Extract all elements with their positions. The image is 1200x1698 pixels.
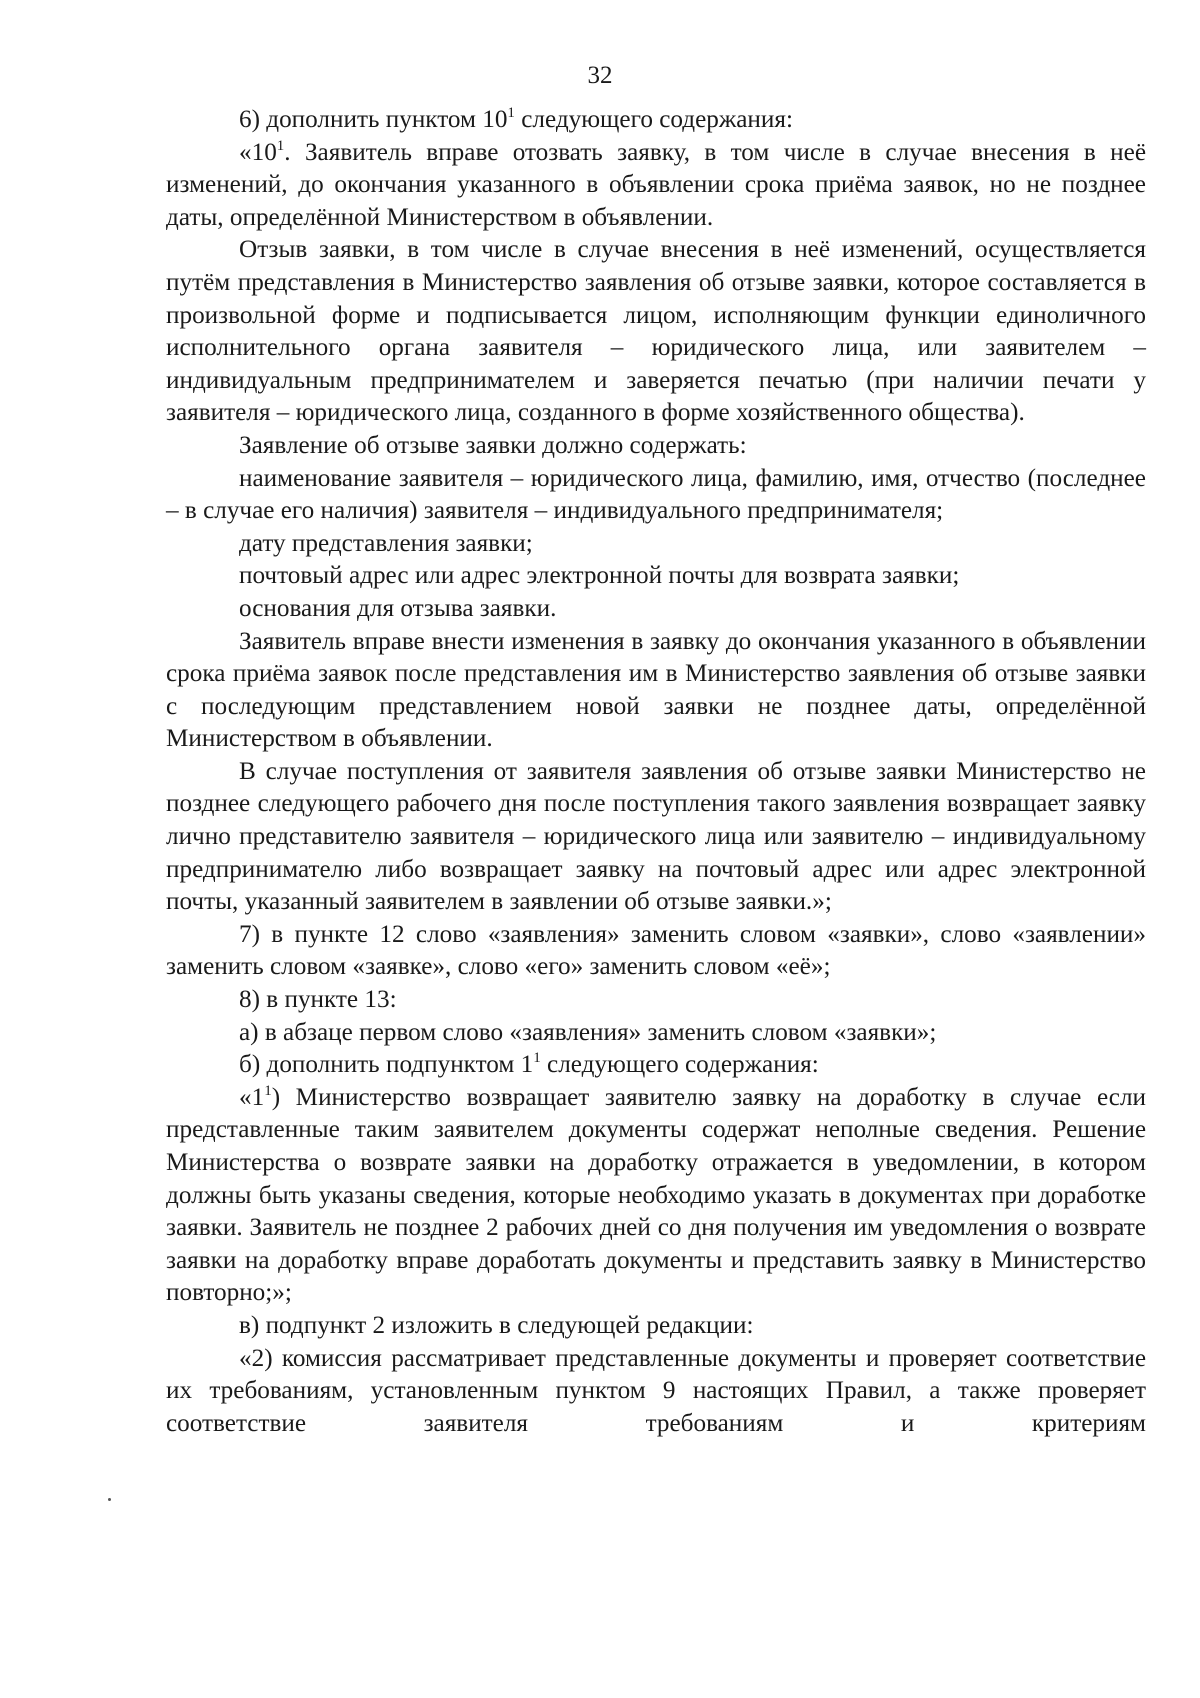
superscript: 1 (507, 105, 515, 121)
paragraph-withdrawal-contents: Заявление об отзыве заявки должно содержать: (239, 431, 747, 459)
paragraph-item-7: 7) в пункте 12 слово «заявления» заменить словом «заявки», слово «заявлении» заменить словом «заявке», слово «его» заменить словом «её»; (166, 920, 1146, 981)
paragraph-return-procedure: В случае поступления от заявителя заявления об отзыве заявки Министерство не позднее следующего рабочего дня после поступления такого заявления возвращает заявку лично представителю заявителя – юридического лица или заявителю – индивидуальному предпринимателю либо возвращает заявку на почтовый адрес или адрес электронной почты, указанный заявителем в заявлении об отзыве заявки.»; (166, 757, 1146, 916)
paragraph-item-6 (166, 104, 1146, 137)
paragraph-text: следующего содержания: (540, 1051, 819, 1079)
paragraph-text: «1 (239, 1083, 265, 1111)
paragraph-text: . Заявитель вправе отозвать заявку, в том числе в случае внесения в неё изменений, до окончания указанного в объявлении срока приёма заявок, но не позднее даты, определённой Министерством в объявлении. (166, 138, 1146, 231)
page-number: 32 (587, 62, 613, 89)
paragraph-subitem-v: в) подпункт 2 изложить в следующей редакции: (239, 1311, 754, 1339)
paragraph-item-8: 8) в пункте 13: (239, 986, 397, 1014)
paragraph-withdrawal-grounds: основания для отзыва заявки. (239, 594, 557, 622)
paragraph-clause-10-1 (166, 137, 1146, 235)
document-body (166, 104, 1146, 1440)
superscript: 1 (264, 1082, 272, 1099)
paragraph-subitem-b (166, 1049, 1146, 1082)
paragraph-clause-2: «2) комиссия рассматривает представленные документы и проверяет соответствие их требованиям, установленным пунктом 9 настоящих Правил, а также проверяет соответствие заявителя требованиям и критериям (166, 1344, 1146, 1437)
paragraph-amend-application: Заявитель вправе внести изменения в заявку до окончания указанного в объявлении срока приёма заявок после представления им в Министерство заявления об отзыве заявки с последующим представлением новой заявки не позднее даты, определённой Министерством в объявлении. (166, 627, 1146, 753)
paragraph-clause-1-1 (166, 1082, 1146, 1310)
paragraph-subitem-a: а) в абзаце первом слово «заявления» заменить словом «заявки»; (239, 1018, 937, 1046)
paragraph-return-address: почтовый адрес или адрес электронной почты для возврата заявки; (239, 562, 960, 590)
superscript: 1 (533, 1050, 541, 1067)
paragraph-text: следующего содержания: (514, 106, 793, 133)
paragraph-text: ) Министерство возвращает заявителю заявку на доработку в случае если представленные таким заявителем документы содержат неполные сведения. Решение Министерства о возврате заявки на доработку отражается в уведомлении, в котором должны быть указаны сведения, которые необходимо указать в документах при доработке заявки. Заявитель не позднее 2 рабочих дней со дня получения им уведомления о возврате заявки на доработку вправе доработать документы и представить заявку в Министерство повторно;»; (166, 1083, 1146, 1307)
scan-speck (108, 1498, 111, 1501)
paragraph-applicant-name: наименование заявителя – юридического лица, фамилию, имя, отчество (последнее – в случае его наличия) заявителя – индивидуального предпринимателя; (166, 464, 1146, 525)
superscript: 1 (276, 137, 285, 154)
paragraph-submission-date: дату представления заявки; (239, 529, 533, 557)
paragraph-text: б) дополнить подпунктом 1 (239, 1051, 534, 1079)
paragraph-text: 6) дополнить пунктом 10 (239, 106, 508, 133)
paragraph-text: «10 (239, 138, 277, 166)
paragraph-withdrawal-procedure: Отзыв заявки, в том числе в случае внесения в неё изменений, осуществляется путём представления в Министерство заявления об отзыве заявки, которое составляется в произвольной форме и подписывается лицом, исполняющим функции единоличного исполнительного органа заявителя – юридического лица, или заявителем – индивидуальным предпринимателем и заверяется печатью (при наличии печати у заявителя – юридического лица, созданного в форме хозяйственного общества). (166, 236, 1146, 427)
